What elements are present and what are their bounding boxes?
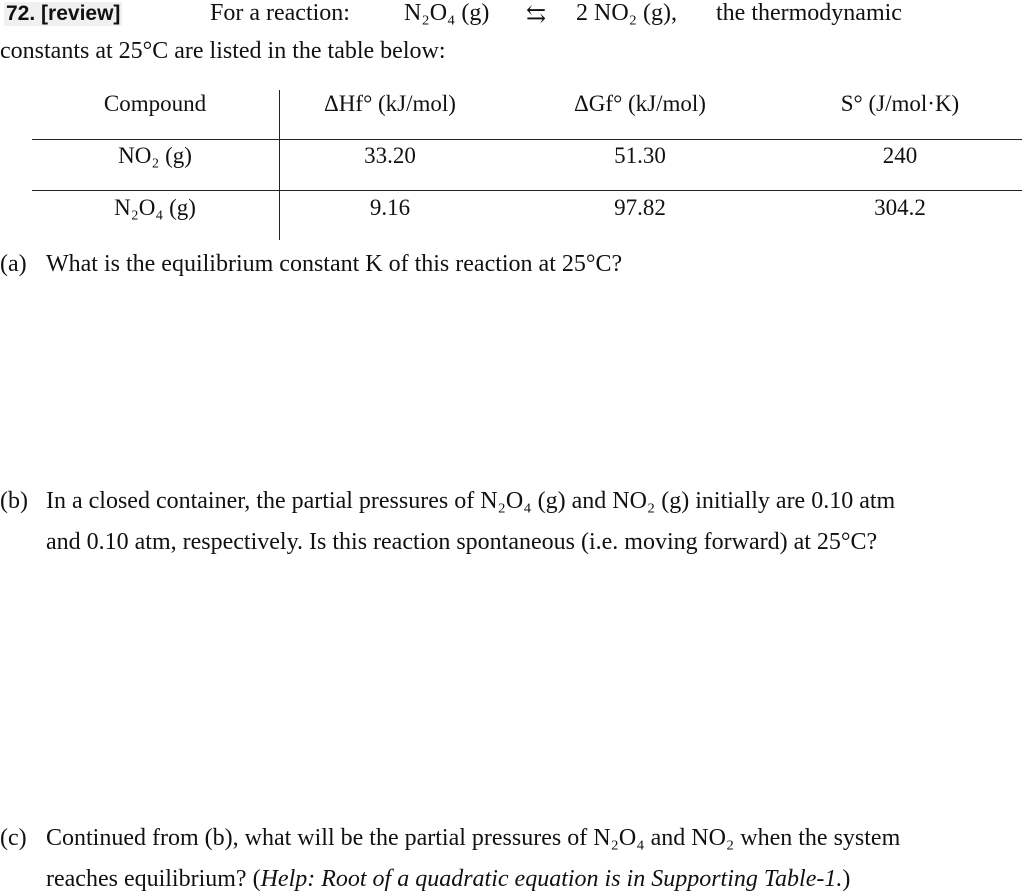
question-number xyxy=(4,2,122,26)
reaction-intro: For a reaction: xyxy=(210,0,350,26)
question-b-line-1: In a closed container, the partial pressures of N₂O₄ (g) and NO₂ (g) initially are 0.10 atm xyxy=(46,488,896,514)
table-header-entropy: S° (J/mol·K) xyxy=(840,91,960,116)
review-tag: [review] xyxy=(41,2,121,25)
question-c-line-2-end: ) xyxy=(842,866,851,892)
table-header-compound: Compound xyxy=(103,91,207,116)
table-cell-entropy: 304.2 xyxy=(874,195,926,220)
table-header-gibbs: ΔGf° (kJ/mol) xyxy=(574,91,706,116)
question-c-help-text: Help: Root of a quadratic equation is in Supporting Table-1. xyxy=(260,866,843,892)
question-b-line-2: and 0.10 atm, respectively. Is this reaction spontaneous (i.e. moving forward) at 25°C? xyxy=(46,529,878,555)
question-c-line-2-plain: reaches equilibrium? ( xyxy=(46,866,261,892)
table-cell-entropy: 240 xyxy=(882,143,918,168)
question-c-line-2 xyxy=(46,866,850,893)
reaction-product: 2 NO₂ (g), xyxy=(576,0,678,26)
table-cell-gibbs: 97.82 xyxy=(614,195,666,220)
header-line-2: constants at 25°C are listed in the table below: xyxy=(0,38,446,64)
question-c-line-1: Continued from (b), what will be the partial pressures of N₂O₄ and NO₂ when the system xyxy=(46,825,901,851)
question-a-label: (a) xyxy=(0,251,27,277)
table-cell-enthalpy: 9.16 xyxy=(369,195,411,220)
table-column-divider xyxy=(279,90,280,240)
question-b-label: (b) xyxy=(0,488,28,514)
equilibrium-arrow-icon: ⇆ xyxy=(526,2,547,28)
question-c-label: (c) xyxy=(0,825,27,851)
table-cell-enthalpy: 33.20 xyxy=(364,143,416,168)
table-cell-compound: NO₂ (g) xyxy=(118,143,192,168)
question-number-text: 72. xyxy=(6,2,36,25)
question-a-text: What is the equilibrium constant K of this reaction at 25°C? xyxy=(46,251,623,277)
table-header-rule xyxy=(32,139,1022,140)
table-row-rule xyxy=(32,190,1022,191)
table-cell-compound: N₂O₄ (g) xyxy=(114,195,196,220)
reaction-reactant: N₂O₄ (g) xyxy=(404,0,490,26)
header-trailing-text: the thermodynamic xyxy=(716,0,902,26)
table-header-enthalpy: ΔHf° (kJ/mol) xyxy=(324,91,456,116)
table-cell-gibbs: 51.30 xyxy=(614,143,666,168)
